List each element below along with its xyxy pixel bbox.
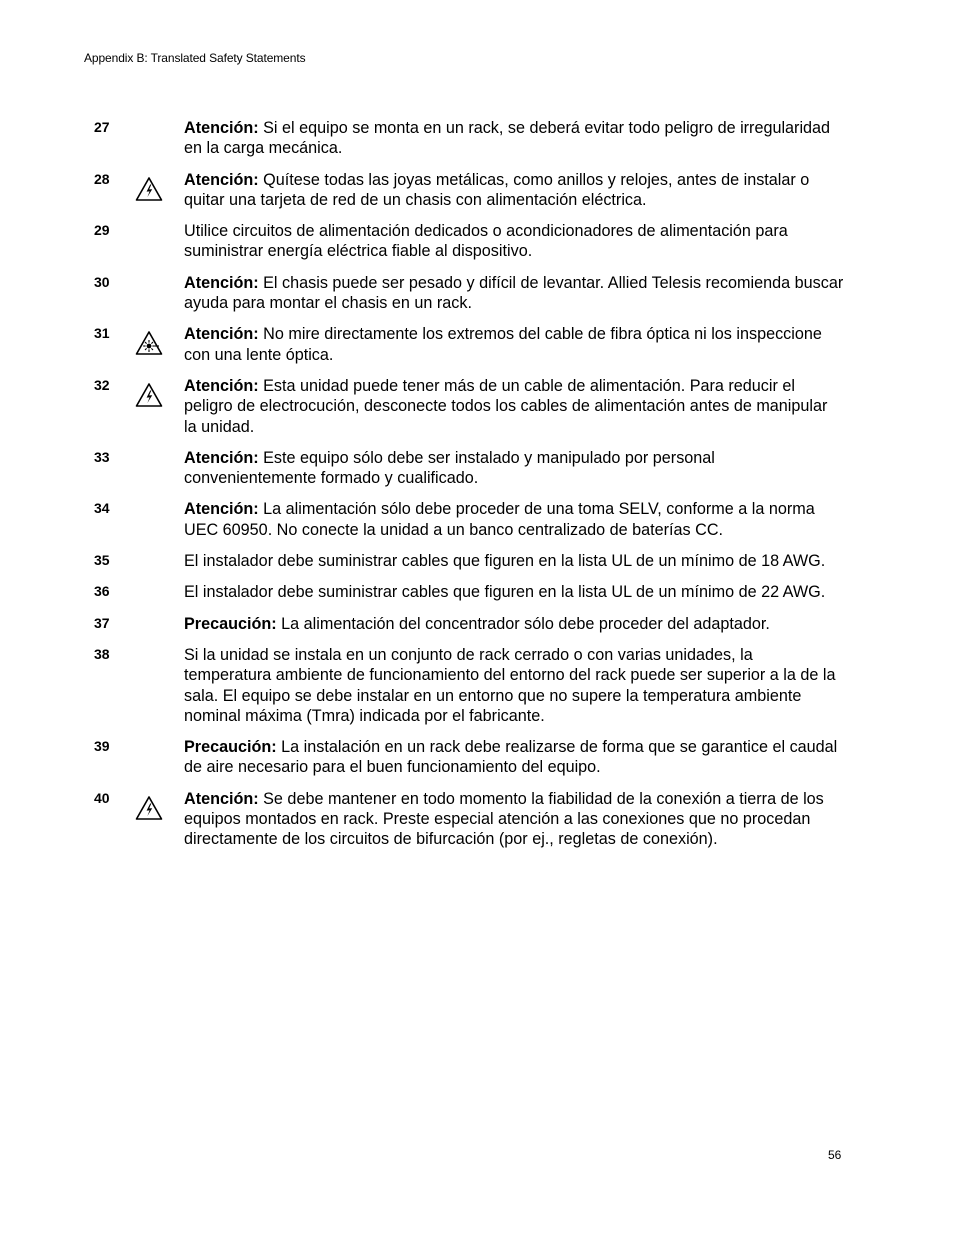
statement-item <box>0 221 954 262</box>
statement-number: 38 <box>94 645 110 662</box>
statement-body: Utilice circuitos de alimentación dedicados o acondicionadores de alimentación para suministrar energía eléctrica fiable al dispositivo. <box>184 222 788 261</box>
statement-item <box>0 614 954 634</box>
statement-item <box>0 324 954 365</box>
statement-text <box>184 118 844 159</box>
statement-lead: Atención: <box>184 500 259 519</box>
statement-body: El instalador debe suministrar cables que figuren en la lista UL de un mínimo de 18 AWG. <box>184 552 826 571</box>
statement-number: 32 <box>94 376 110 393</box>
statement-text <box>184 273 844 314</box>
statement-number: 33 <box>94 448 110 465</box>
statement-body: El instalador debe suministrar cables que figuren en la lista UL de un mínimo de 22 AWG. <box>184 583 826 602</box>
statement-text <box>184 614 844 634</box>
statement-number: 30 <box>94 273 110 290</box>
electrical-hazard-icon <box>135 795 163 821</box>
statement-lead: Precaución: <box>184 738 277 757</box>
statement-number: 36 <box>94 583 110 600</box>
electrical-hazard-icon <box>135 382 163 408</box>
statement-number: 28 <box>94 170 110 187</box>
statement-body: Este equipo sólo debe ser instalado y manipulado por personal convenientemente formado y cualificado. <box>184 448 715 488</box>
statement-item <box>0 737 954 778</box>
statement-item <box>0 582 954 602</box>
statement-number: 29 <box>94 222 110 239</box>
statement-body: La alimentación sólo debe proceder de una toma SELV, conforme a la norma UEC 60950. No conecte la unidad a un banco centralizado de baterías CC. <box>184 500 815 539</box>
statement-text <box>184 789 844 850</box>
statement-item <box>0 645 954 726</box>
statement-text <box>184 376 844 437</box>
laser-hazard-icon <box>135 330 163 356</box>
statement-item <box>0 499 954 540</box>
statement-text <box>184 324 844 365</box>
statement-lead: Atención: <box>184 789 259 808</box>
statement-lead: Precaución: <box>184 614 277 633</box>
statement-text <box>184 582 844 602</box>
page-number: 56 <box>828 1148 842 1162</box>
statement-text <box>184 448 844 489</box>
statement-text <box>184 645 844 726</box>
statement-number: 37 <box>94 614 110 631</box>
statement-text <box>184 551 844 571</box>
statement-number: 34 <box>94 500 110 517</box>
statement-body: El chasis puede ser pesado y difícil de levantar. Allied Telesis recomienda buscar ayuda para montar el chasis en un rack. <box>184 273 844 313</box>
safety-statement-list <box>0 118 954 861</box>
statement-item <box>0 118 954 159</box>
statement-lead: Atención: <box>184 376 259 395</box>
statement-number: 40 <box>94 789 110 806</box>
statement-number: 27 <box>94 119 110 135</box>
statement-item <box>0 551 954 571</box>
statement-lead: Atención: <box>184 170 259 189</box>
statement-text <box>184 737 844 778</box>
statement-body: Si el equipo se monta en un rack, se deberá evitar todo peligro de irregularidad en la carga mecánica. <box>184 119 831 158</box>
statement-number: 35 <box>94 552 110 569</box>
statement-text <box>184 170 844 211</box>
statement-number: 39 <box>94 738 110 755</box>
electrical-hazard-icon <box>135 176 163 202</box>
statement-body: Si la unidad se instala en un conjunto de rack cerrado o con varias unidades, la temperatura ambiente de funcionamiento del entorno del rack puede ser superior a la de la sala. El equipo se debe instalar en un entorno que no supere la temperatura ambiente nominal máxima (Tmra) indicada por el fabricante. <box>184 645 836 725</box>
statement-lead: Atención: <box>184 273 259 292</box>
statement-body: No mire directamente los extremos del cable de fibra óptica ni los inspeccione con una lente óptica. <box>184 325 822 364</box>
statement-lead: Atención: <box>184 448 259 467</box>
statement-item <box>0 448 954 489</box>
statement-body: La alimentación del concentrador sólo debe proceder del adaptador. <box>276 614 770 633</box>
statement-item <box>0 789 954 850</box>
statement-body: Se debe mantener en todo momento la fiabilidad de la conexión a tierra de los equipos montados en rack. Preste especial atención a las conexiones que no procedan directamente de los circuitos de bifurcación (por ej., regletas de conexión). <box>184 789 824 849</box>
statement-lead: Atención: <box>184 325 259 344</box>
statement-text <box>184 499 844 540</box>
statement-item <box>0 170 954 211</box>
statement-body: Quítese todas las joyas metálicas, como anillos y relojes, antes de instalar o quitar una tarjeta de red de un chasis con alimentación eléctrica. <box>184 170 810 209</box>
statement-body: La instalación en un rack debe realizarse de forma que se garantice el caudal de aire necesario para el buen funcionamiento del equipo. <box>184 738 838 777</box>
statement-item <box>0 273 954 314</box>
statement-text <box>184 221 844 262</box>
statement-lead: Atención: <box>184 119 259 137</box>
statement-number: 31 <box>94 325 110 342</box>
running-header: Appendix B: Translated Safety Statements <box>84 51 306 65</box>
statement-body: Esta unidad puede tener más de un cable de alimentación. Para reducir el peligro de electrocución, desconecte todos los cables de alimentación antes de manipular la unidad. <box>184 376 828 436</box>
statement-item <box>0 376 954 437</box>
